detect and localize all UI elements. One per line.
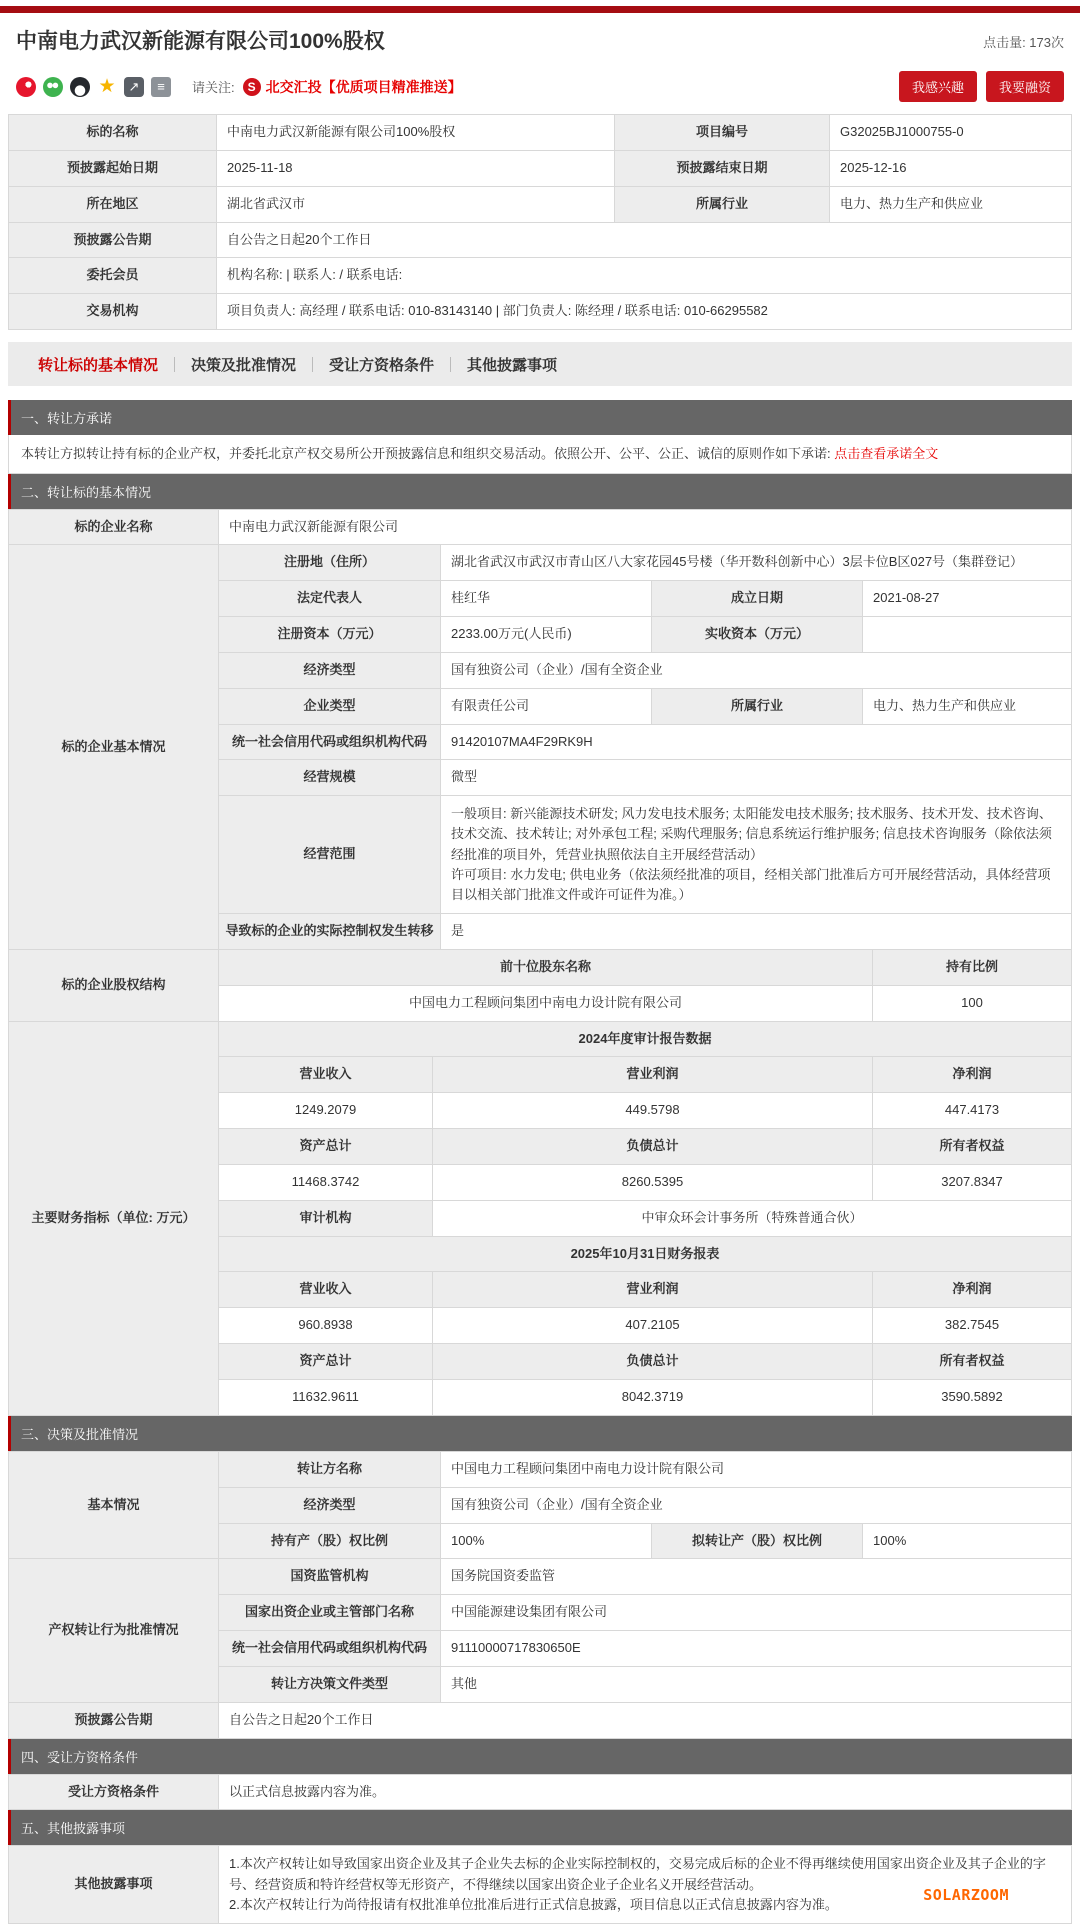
finance-value: 447.4173 <box>873 1093 1072 1129</box>
field-label: 所属行业 <box>615 186 830 222</box>
table-row <box>9 949 1072 985</box>
finance-value: 960.8938 <box>219 1308 433 1344</box>
target-basic-section <box>8 509 1072 1416</box>
field-label: 审计机构 <box>219 1200 433 1236</box>
field-value: 是 <box>441 914 1072 950</box>
column-header: 资产总计 <box>219 1129 433 1165</box>
field-value: 国有独资公司（企业）/国有全资企业 <box>441 1487 1072 1523</box>
decision-table <box>8 1451 1072 1739</box>
transferee-section <box>8 1774 1072 1811</box>
other-disclosure-body <box>219 1846 1072 1923</box>
tab-transfer-basic[interactable]: 转让标的基本情况 <box>38 356 159 374</box>
summary-table <box>8 114 1072 330</box>
field-label: 经营规模 <box>219 760 441 796</box>
field-label: 持有产（股）权比例 <box>219 1523 441 1559</box>
field-label: 国家出资企业或主管部门名称 <box>219 1595 441 1631</box>
bjhy-logo-icon[interactable] <box>243 78 261 96</box>
field-label: 预披露公告期 <box>9 222 217 258</box>
field-value: 国务院国资委监管 <box>441 1559 1072 1595</box>
column-header: 净利润 <box>873 1272 1072 1308</box>
group-label-equity: 标的企业股权结构 <box>9 949 219 1021</box>
field-value: 自公告之日起20个工作日 <box>219 1702 1072 1738</box>
section-heading-other: 五、其他披露事项 <box>8 1810 1072 1845</box>
field-label: 预披露公告期 <box>9 1702 219 1738</box>
decision-section <box>8 1451 1072 1739</box>
auditor-name: 中审众环会计事务所（特殊普通合伙） <box>433 1200 1072 1236</box>
field-label: 国资监管机构 <box>219 1559 441 1595</box>
table-row <box>9 222 1072 258</box>
tab-bar <box>8 342 1072 386</box>
field-label: 交易机构 <box>9 294 217 330</box>
follow-link[interactable]: 北交汇投【优质项目精准推送】 <box>265 78 462 95</box>
field-value: 项目负责人: 高经理 / 联系电话: 010-83143140 | 部门负责人: 陈经理 / 联系电话: 010-66295582 <box>217 294 1072 330</box>
report-title: 2025年10月31日财务报表 <box>219 1236 1072 1272</box>
interested-button[interactable]: 我感兴趣 <box>899 71 977 102</box>
field-label: 拟转让产（股）权比例 <box>652 1523 863 1559</box>
field-value: 自公告之日起20个工作日 <box>217 222 1072 258</box>
field-label: 经营范围 <box>219 796 441 914</box>
field-value: 91420107MA4F29RK9H <box>441 724 1072 760</box>
field-value: 电力、热力生产和供应业 <box>830 186 1072 222</box>
field-value: 有限责任公司 <box>441 688 652 724</box>
tab-separator <box>312 357 313 372</box>
field-value: 100% <box>441 1523 652 1559</box>
field-label: 统一社会信用代码或组织机构代码 <box>219 724 441 760</box>
table-row <box>9 150 1072 186</box>
disclosure-item-2: 2.本次产权转让行为尚待报请有权批准单位批准后进行正式信息披露，项目信息以正式信息披露内容为准。 <box>229 1896 838 1912</box>
field-value: 国有独资公司（企业）/国有全资企业 <box>441 652 1072 688</box>
field-value: 中国能源建设集团有限公司 <box>441 1595 1072 1631</box>
finance-value: 8042.3719 <box>433 1379 873 1415</box>
table-row <box>9 115 1072 151</box>
promise-body <box>8 435 1072 474</box>
field-value: 微型 <box>441 760 1072 796</box>
finance-value: 407.2105 <box>433 1308 873 1344</box>
field-value: 2025-12-16 <box>830 150 1072 186</box>
shareholder-name: 中国电力工程顾问集团中南电力设计院有限公司 <box>219 985 873 1021</box>
table-row <box>9 258 1072 294</box>
field-value: 100% <box>863 1523 1072 1559</box>
column-header: 营业利润 <box>433 1272 873 1308</box>
report-title: 2024年度审计报告数据 <box>219 1021 1072 1057</box>
field-value: 2233.00万元(人民币) <box>441 617 652 653</box>
field-value: 2025-11-18 <box>217 150 615 186</box>
group-label-finance: 主要财务指标（单位: 万元） <box>9 1021 219 1415</box>
section-heading-decision: 三、决策及批准情况 <box>8 1416 1072 1451</box>
finance-value: 11632.9611 <box>219 1379 433 1415</box>
column-header: 净利润 <box>873 1057 1072 1093</box>
field-label: 成立日期 <box>652 581 863 617</box>
field-value: 电力、热力生产和供应业 <box>863 688 1072 724</box>
financing-button[interactable]: 我要融资 <box>986 71 1064 102</box>
field-label: 经济类型 <box>219 1487 441 1523</box>
field-label: 预披露起始日期 <box>9 150 217 186</box>
column-header: 持有比例 <box>873 949 1072 985</box>
field-value: 中国电力工程顾问集团中南电力设计院有限公司 <box>441 1451 1072 1487</box>
field-value: 其他 <box>441 1666 1072 1702</box>
field-value: 湖北省武汉市 <box>217 186 615 222</box>
business-scope <box>441 796 1072 914</box>
field-value: 中南电力武汉新能源有限公司100%股权 <box>217 115 615 151</box>
field-label: 所属行业 <box>652 688 863 724</box>
field-label: 统一社会信用代码或组织机构代码 <box>219 1631 441 1667</box>
column-header: 所有者权益 <box>873 1344 1072 1380</box>
summary-section <box>8 114 1072 330</box>
finance-value: 449.5798 <box>433 1093 873 1129</box>
field-value: 机构名称: | 联系人: / 联系电话: <box>217 258 1072 294</box>
field-value: 91110000717830650E <box>441 1631 1072 1667</box>
finance-value: 3207.8347 <box>873 1164 1072 1200</box>
tab-transferee-qualification[interactable]: 受让方资格条件 <box>329 356 435 374</box>
table-row <box>9 294 1072 330</box>
column-header: 前十位股东名称 <box>219 949 873 985</box>
field-value: 中南电力武汉新能源有限公司 <box>219 509 1072 545</box>
hits-counter: 点击量: 173次 <box>983 35 1064 50</box>
field-label: 标的企业名称 <box>9 509 219 545</box>
table-row <box>9 1451 1072 1487</box>
title-bar <box>0 13 1080 59</box>
weibo-icon[interactable] <box>16 77 36 97</box>
section-heading-transferee: 四、受让方资格条件 <box>8 1739 1072 1774</box>
table-row <box>9 186 1072 222</box>
other-disclosure-table <box>8 1845 1072 1923</box>
column-header: 负债总计 <box>433 1344 873 1380</box>
field-value: 湖北省武汉市武汉市青山区八大家花园45号楼（华开数科创新中心）3层卡位B区027号（集群登记） <box>441 545 1072 581</box>
field-label: 经济类型 <box>219 652 441 688</box>
share-bar <box>0 59 1080 114</box>
field-label: 转让方决策文件类型 <box>219 1666 441 1702</box>
table-row <box>9 1846 1072 1923</box>
field-label: 导致标的企业的实际控制权发生转移 <box>219 914 441 950</box>
field-value: 2021-08-27 <box>863 581 1072 617</box>
scope-licensed: 许可项目: 水力发电; 供电业务（依法须经批准的项目，经相关部门批准后方可开展经营活动，具体经营项目以相关部门批准文件或许可证件为准。） <box>451 866 1051 902</box>
group-label-company-basic: 标的企业基本情况 <box>9 545 219 949</box>
field-label: 注册地（住所） <box>219 545 441 581</box>
column-header: 营业收入 <box>219 1272 433 1308</box>
field-label: 委托会员 <box>9 258 217 294</box>
column-header: 营业收入 <box>219 1057 433 1093</box>
field-label: 转让方名称 <box>219 1451 441 1487</box>
group-label-approval: 产权转让行为批准情况 <box>9 1559 219 1702</box>
column-header: 营业利润 <box>433 1057 873 1093</box>
finance-value: 382.7545 <box>873 1308 1072 1344</box>
column-header: 负债总计 <box>433 1129 873 1165</box>
print-icon[interactable] <box>151 77 171 97</box>
solarzoom-watermark: SOLARZOOM <box>923 1886 1009 1905</box>
wechat-icon[interactable] <box>43 77 63 97</box>
equity-structure-table <box>8 949 1072 1022</box>
favorite-star-icon[interactable] <box>97 77 117 97</box>
page-title: 中南电力武汉新能源有限公司100%股权 <box>16 30 385 53</box>
table-row <box>9 1702 1072 1738</box>
share-link-icon[interactable] <box>124 77 144 97</box>
promise-fulltext-link[interactable]: 点击查看承诺全文 <box>834 446 939 462</box>
shareholding-ratio: 100 <box>873 985 1072 1021</box>
tab-other-disclosure[interactable]: 其他披露事项 <box>467 356 558 374</box>
tab-decision-approval[interactable]: 决策及批准情况 <box>191 356 297 374</box>
field-value: 桂红华 <box>441 581 652 617</box>
field-label: 预披露结束日期 <box>615 150 830 186</box>
field-label: 标的名称 <box>9 115 217 151</box>
column-header: 资产总计 <box>219 1344 433 1380</box>
scope-general: 一般项目: 新兴能源技术研发; 风力发电技术服务; 太阳能发电技术服务; 技术服务、技术开发、技术咨询、技术交流、技术转让; 对外承包工程; 采购代理服务; 信息系统运行维护服务; 信息技术咨询服务（除依法须经批准的项目外，凭营业执照依法自主开展经营活动） <box>451 806 1052 862</box>
field-label: 所在地区 <box>9 186 217 222</box>
finance-value: 1249.2079 <box>219 1093 433 1129</box>
top-red-bar <box>0 6 1080 13</box>
section-heading-promise: 一、转让方承诺 <box>8 400 1072 435</box>
follow-label: 请关注: <box>192 80 235 95</box>
field-label: 注册资本（万元） <box>219 617 441 653</box>
financial-indicators-table <box>8 1021 1072 1416</box>
table-row <box>9 1021 1072 1057</box>
target-company-table <box>8 509 1072 950</box>
table-row <box>9 545 1072 581</box>
table-row <box>9 1559 1072 1595</box>
field-label: 受让方资格条件 <box>9 1774 219 1810</box>
disclosure-item-1: 1.本次产权转让如导致国家出资企业及其子企业失去标的企业实际控制权的，交易完成后标的企业不得再继续使用国家出资企业及其子企业的字号、经营资质和特许经营权等无形资产，不得继续以国家出资企业子企业名义开展经营活动。 <box>229 1856 1046 1892</box>
table-row <box>9 1774 1072 1810</box>
promise-text: 本转让方拟转让持有标的企业产权，并委托北京产权交易所公开预披露信息和组织交易活动。依照公开、公平、公正、诚信的原则作如下承诺: <box>21 446 831 462</box>
transferee-table <box>8 1774 1072 1811</box>
field-label: 法定代表人 <box>219 581 441 617</box>
qq-icon[interactable] <box>70 77 90 97</box>
tab-separator <box>174 357 175 372</box>
field-label: 实收资本（万元） <box>652 617 863 653</box>
other-disclosure-section <box>8 1845 1072 1923</box>
field-label: 项目编号 <box>615 115 830 151</box>
finance-value: 3590.5892 <box>873 1379 1072 1415</box>
field-value: G32025BJ1000755-0 <box>830 115 1072 151</box>
finance-value: 11468.3742 <box>219 1164 433 1200</box>
field-value: 以正式信息披露内容为准。 <box>219 1774 1072 1810</box>
field-label: 企业类型 <box>219 688 441 724</box>
section-heading-target-basic: 二、转让标的基本情况 <box>8 474 1072 509</box>
table-row <box>9 509 1072 545</box>
group-label-basic: 基本情况 <box>9 1451 219 1559</box>
column-header: 所有者权益 <box>873 1129 1072 1165</box>
tab-separator <box>450 357 451 372</box>
field-value <box>863 617 1072 653</box>
finance-value: 8260.5395 <box>433 1164 873 1200</box>
field-label: 其他披露事项 <box>9 1846 219 1923</box>
